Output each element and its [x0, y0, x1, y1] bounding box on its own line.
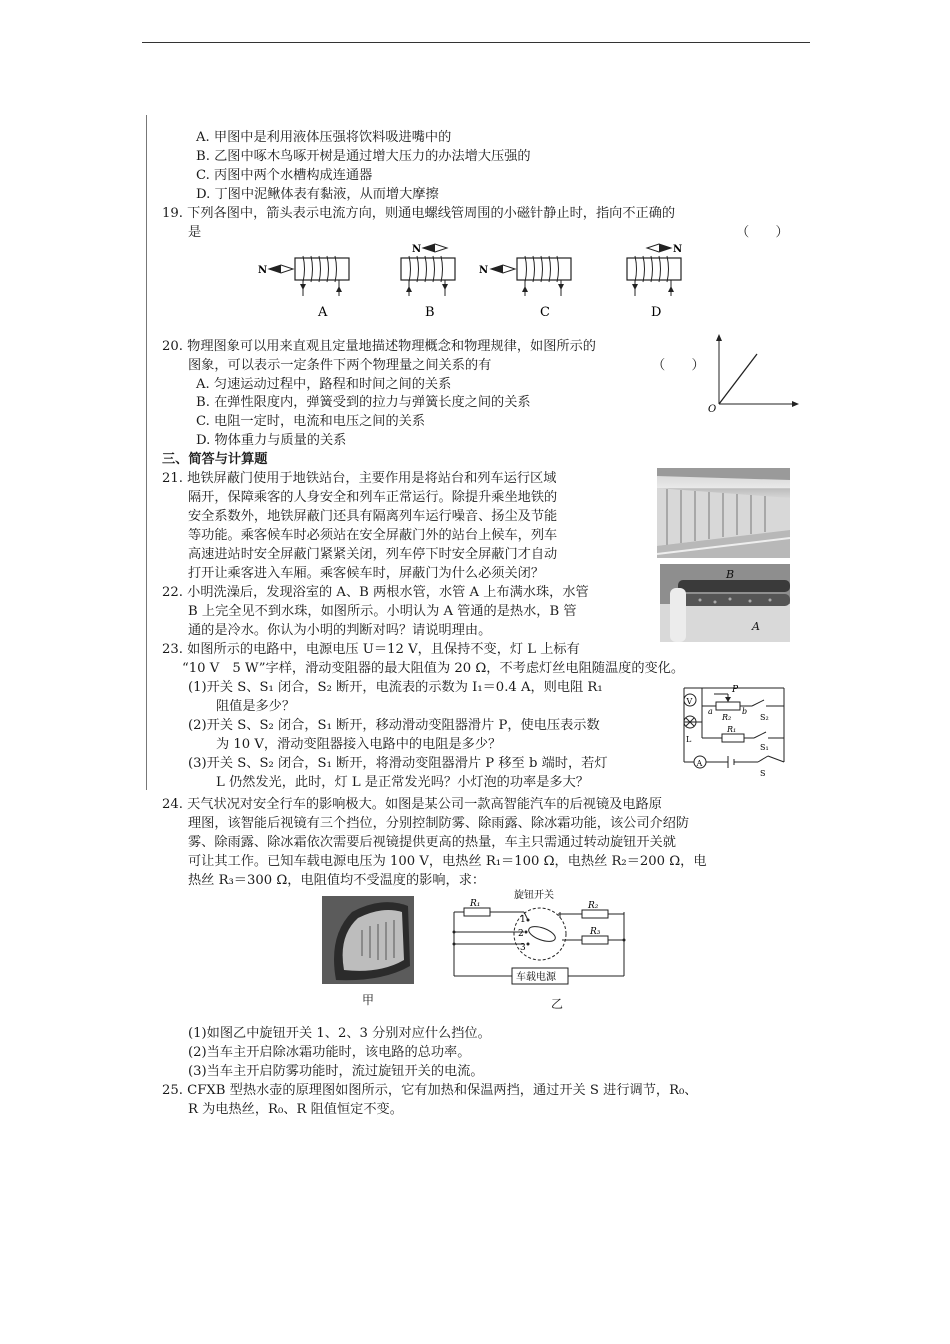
q20-stem-2: 图象，可以表示一定条件下两个物理量之间关系的有: [188, 358, 492, 373]
knob-pos-3: 3: [520, 943, 526, 953]
circuit-label-a-end: a: [708, 707, 713, 716]
q18-option-d: D. 丁图中泥鳅体表有黏液，从而增大摩擦: [196, 187, 439, 202]
circuit-label-s1: S₁: [760, 743, 769, 752]
fig-jia-caption: 甲: [362, 993, 375, 1007]
rearview-mirror-photo: [322, 896, 414, 984]
figure-label-c: C: [540, 305, 550, 320]
circuit-label-b-end: b: [742, 707, 748, 716]
figure-label-d: D: [651, 305, 662, 320]
pipe-a-label: A: [752, 620, 760, 633]
q18-option-a: A. 甲图中是利用液体压强将饮料吸进嘴中的: [196, 130, 452, 145]
q19-answer-bracket: （ ）: [736, 225, 789, 240]
circuit-label-a: A: [696, 759, 703, 768]
q20-option-b: B. 在弹性限度内，弹簧受到的拉力与弹簧长度之间的关系: [196, 395, 531, 410]
solenoid-c: [479, 256, 571, 320]
q19-solenoid-figure: [255, 240, 715, 322]
q21-line-4: 等功能。乘客候车时必须站在安全屏蔽门外的站台上候车，列车: [188, 528, 558, 543]
q23-circuit: [672, 676, 796, 782]
q25-stem-2: R 为电热丝，R₀、R 阻值恒定不变。: [188, 1102, 403, 1117]
needle-n-label-d: N: [673, 244, 683, 255]
margin-rule: [146, 115, 147, 790]
q21-line-1: 21. 地铁屏蔽门使用于地铁站台，主要作用是将站台和列车运行区域: [162, 471, 557, 486]
q19-stem: 19. 下列各图中，箭头表示电流方向，则通电螺线管周围的小磁针静止时，指向不正确的: [162, 206, 676, 221]
q20-answer-bracket: （ ）: [652, 358, 705, 373]
q23-part-1: (1)开关 S、S₁ 闭合，S₂ 断开，电流表的示数为 I₁＝0.4 A，则电阻 R₁: [188, 680, 603, 695]
q21-line-3: 安全系数外，地铁屏蔽门还具有隔离列车运行噪音、扬尘及节能: [188, 509, 558, 524]
circuit-label-r2: R₂: [722, 713, 732, 722]
q20-option-a: A. 匀速运动过程中，路程和时间之间的关系: [196, 377, 452, 392]
q23-part-3: (3)开关 S、S₂ 闭合，S₁ 断开，将滑动变阻器滑片 P 移至 b 端时，若灯: [188, 756, 608, 771]
r3-label: R₃: [590, 927, 601, 937]
q18-option-c: C. 丙图中两个水槽构成连通器: [196, 168, 373, 183]
water-pipes-photo: [660, 564, 790, 642]
q20-graph: [705, 332, 801, 414]
q19-stem-2: 是: [188, 225, 202, 240]
fig-yi-caption: 乙: [551, 997, 564, 1011]
q24-circuit: [448, 884, 634, 994]
needle-n-label-a: N: [258, 265, 268, 276]
q21-line-6: 打开让乘客进入车厢。乘客候车时，屏蔽门为什么必须关闭？: [188, 566, 545, 581]
knob-pos-1: 1: [520, 915, 526, 925]
circuit-label-l: L: [686, 735, 692, 744]
q24-stem-5: 热丝 R₃＝300 Ω，电阻值均不受温度的影响，求：: [188, 873, 486, 888]
q21-line-2: 隔开，保障乘客的人身安全和列车正常运行。除提升乘坐地铁的: [188, 490, 558, 505]
r2-label: R₂: [588, 901, 599, 911]
q24-part-2: (2)当车主开启除冰霜功能时，该电路的总功率。: [188, 1045, 471, 1060]
q24-part-1: (1)如图乙中旋钮开关 1、2、3 分别对应什么挡位。: [188, 1026, 491, 1041]
r1-label: R₁: [470, 899, 481, 909]
q20-option-d: D. 物体重力与质量的关系: [196, 433, 347, 448]
top-rule: [142, 42, 810, 43]
q24-stem-3: 雾、除雨露、除冰霜依次需要后视镜提供更高的热量，车主只需通过转动旋钮开关就: [188, 835, 676, 850]
circuit-label-r1: R₁: [727, 725, 737, 734]
car-power-label: 车载电源: [516, 972, 556, 983]
q23-part-2b: 为 10 V，滑动变阻器接入电路中的电阻是多少？: [216, 737, 502, 752]
figure-label-a: A: [318, 305, 328, 320]
needle-n-label-c: N: [479, 265, 489, 276]
q24-stem-1: 24. 天气状况对安全行车的影响极大。如图是某公司一款高智能汽车的后视镜及电路原: [162, 797, 662, 812]
graph-origin-label: O: [708, 404, 717, 414]
solenoid-b: [401, 244, 455, 320]
solenoid-d: [627, 244, 682, 320]
knob-switch-label: 旋钮开关: [514, 890, 554, 901]
circuit-label-v: V: [686, 697, 693, 706]
q24-stem-2: 理图，该智能后视镜有三个挡位，分别控制防雾、除雨露、除冰霜功能，该公司介绍防: [188, 816, 690, 831]
subway-platform-photo: [657, 468, 790, 558]
q20-stem: 20. 物理图象可以用来直观且定量地描述物理概念和物理规律，如图所示的: [162, 339, 596, 354]
figure-label-b: B: [425, 305, 435, 320]
section-3-heading: 三、简答与计算题: [162, 452, 268, 467]
q22-line-2: B 上完全见不到水珠，如图所示。小明认为 A 管通的是热水，B 管: [188, 604, 577, 619]
q21-line-5: 高速进站时安全屏蔽门紧紧关闭，列车停下时安全屏蔽门才自动: [188, 547, 558, 562]
circuit-label-p: P: [732, 685, 739, 695]
q22-line-1: 22. 小明洗澡后，发现浴室的 A、B 两根水管，水管 A 上布满水珠，水管: [162, 585, 589, 600]
q23-part-3b: L 仍然发光，此时，灯 L 是正常发光吗？小灯泡的功率是多大？: [216, 775, 589, 790]
q24-part-3: (3)当车主开启防雾功能时，流过旋钮开关的电流。: [188, 1064, 484, 1079]
q23-part-2: (2)开关 S、S₂ 闭合，S₁ 断开，移动滑动变阻器滑片 P，使电压表示数: [188, 718, 600, 733]
solenoid-a: [258, 256, 349, 320]
q23-stem-2: “10 V 5 W”字样，滑动变阻器的最大阻值为 20 Ω，不考虑灯丝电阻随温度的变化。: [182, 661, 685, 676]
circuit-label-s2: S₂: [760, 713, 769, 722]
q24-stem-4: 可让其工作。已知车载电源电压为 100 V，电热丝 R₁＝100 Ω，电热丝 R₂＝200 Ω，电: [188, 854, 707, 869]
q25-stem-1: 25. CFXB 型热水壶的原理图如图所示，它有加热和保温两挡，通过开关 S 进行调节，R₀、: [162, 1083, 698, 1098]
circuit-label-s: S: [760, 769, 766, 778]
q18-option-b: B. 乙图中啄木鸟啄开树是通过增大压力的办法增大压强的: [196, 149, 531, 164]
q23-stem-1: 23. 如图所示的电路中，电源电压 U＝12 V，且保持不变，灯 L 上标有: [162, 642, 580, 657]
q23-part-1b: 阻值是多少？: [216, 699, 296, 714]
q20-option-c: C. 电阻一定时，电流和电压之间的关系: [196, 414, 426, 429]
needle-n-label-b: N: [412, 244, 422, 255]
pipe-b-label: B: [726, 568, 735, 581]
q22-line-3: 通的是冷水。你认为小明的判断对吗？请说明理由。: [188, 623, 492, 638]
knob-pos-2: 2: [518, 929, 524, 939]
